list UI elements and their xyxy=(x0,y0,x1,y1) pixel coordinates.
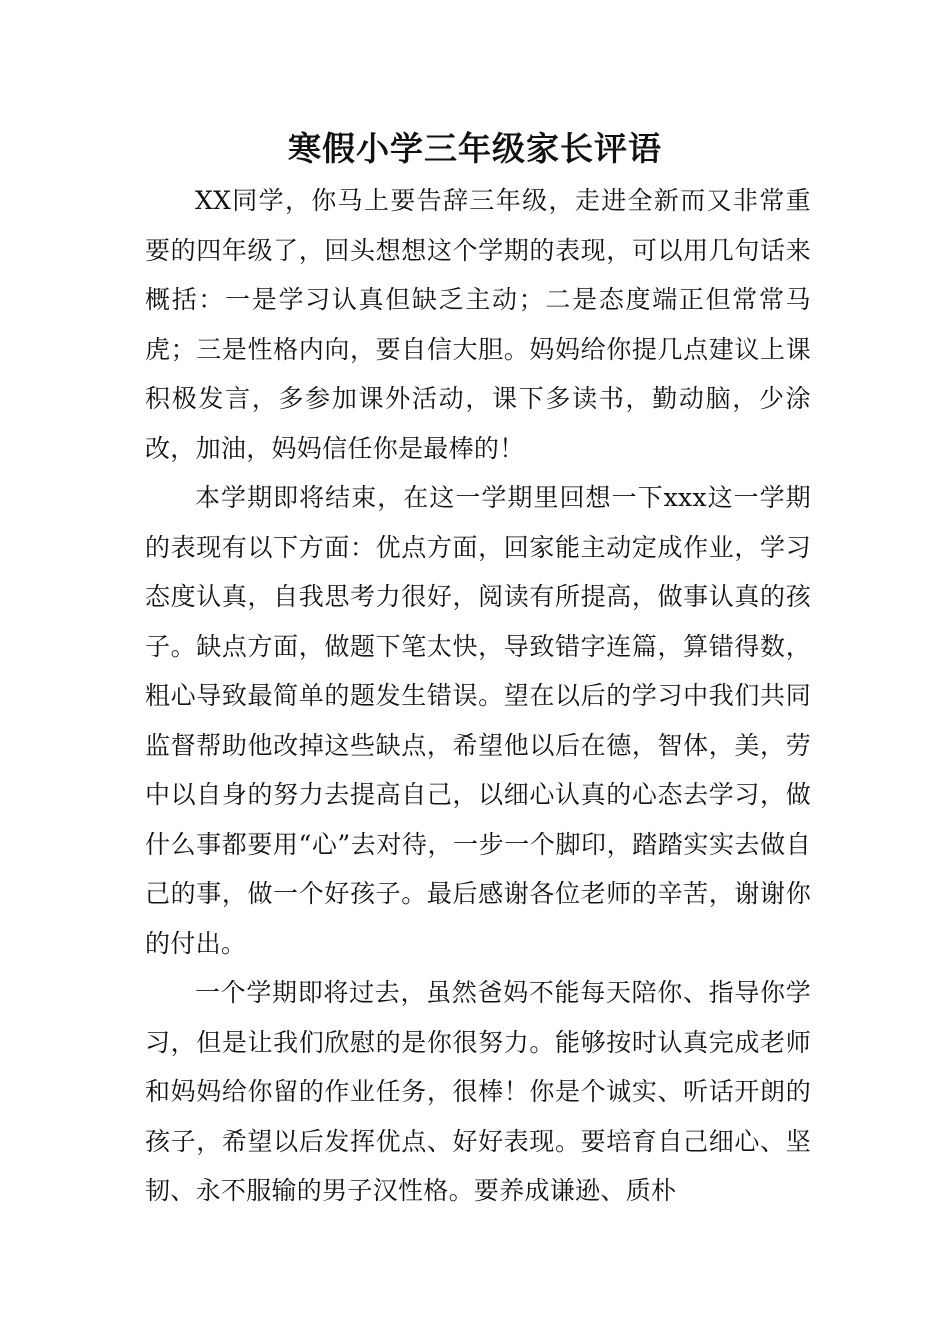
paragraph-1: XX同学，你马上要告辞三年级，走进全新而又非常重要的四年级了，回头想想这个学期的表现，可以用几句话来概括：一是学习认真但缺乏主动；二是态度端正但常常马虎；三是性格内向，要自信大胆。妈妈给你提几点建议上课积极发言，多参加课外活动，课下多读书，勤动脑，少涂改，加油，妈妈信任你是最棒的！ xyxy=(145,186,811,463)
paragraph-3: 一个学期即将过去，虽然爸妈不能每天陪你、指导你学习，但是让我们欣慰的是你很努力。能够按时认真完成老师和妈妈给你留的作业任务，很棒！你是个诚实、听话开朗的孩子，希望以后发挥优点、好好表现。要培育自己细心、坚韧、永不服输的男子汉性格。要养成谦逊、质朴 xyxy=(145,978,811,1205)
paragraph-2: 本学期即将结束，在这一学期里回想一下xxx这一学期的表现有以下方面：优点方面，回家能主动定成作业，学习态度认真，自我思考力很好，阅读有所提高，做事认真的孩子。缺点方面，做题下笔太快，导致错字连篇，算错得数，粗心导致最简单的题发生错误。望在以后的学习中我们共同监督帮助他改掉这些缺点，希望他以后在德，智体，美，劳中以自身的努力去提高自己，以细心认真的心态去学习，做什么事都要用“心”去对待，一步一个脚印，踏踏实实去做自己的事，做一个好孩子。最后感谢各位老师的辛苦，谢谢你的付出。 xyxy=(145,483,811,958)
document-title: 寒假小学三年级家长评语 xyxy=(288,129,662,168)
